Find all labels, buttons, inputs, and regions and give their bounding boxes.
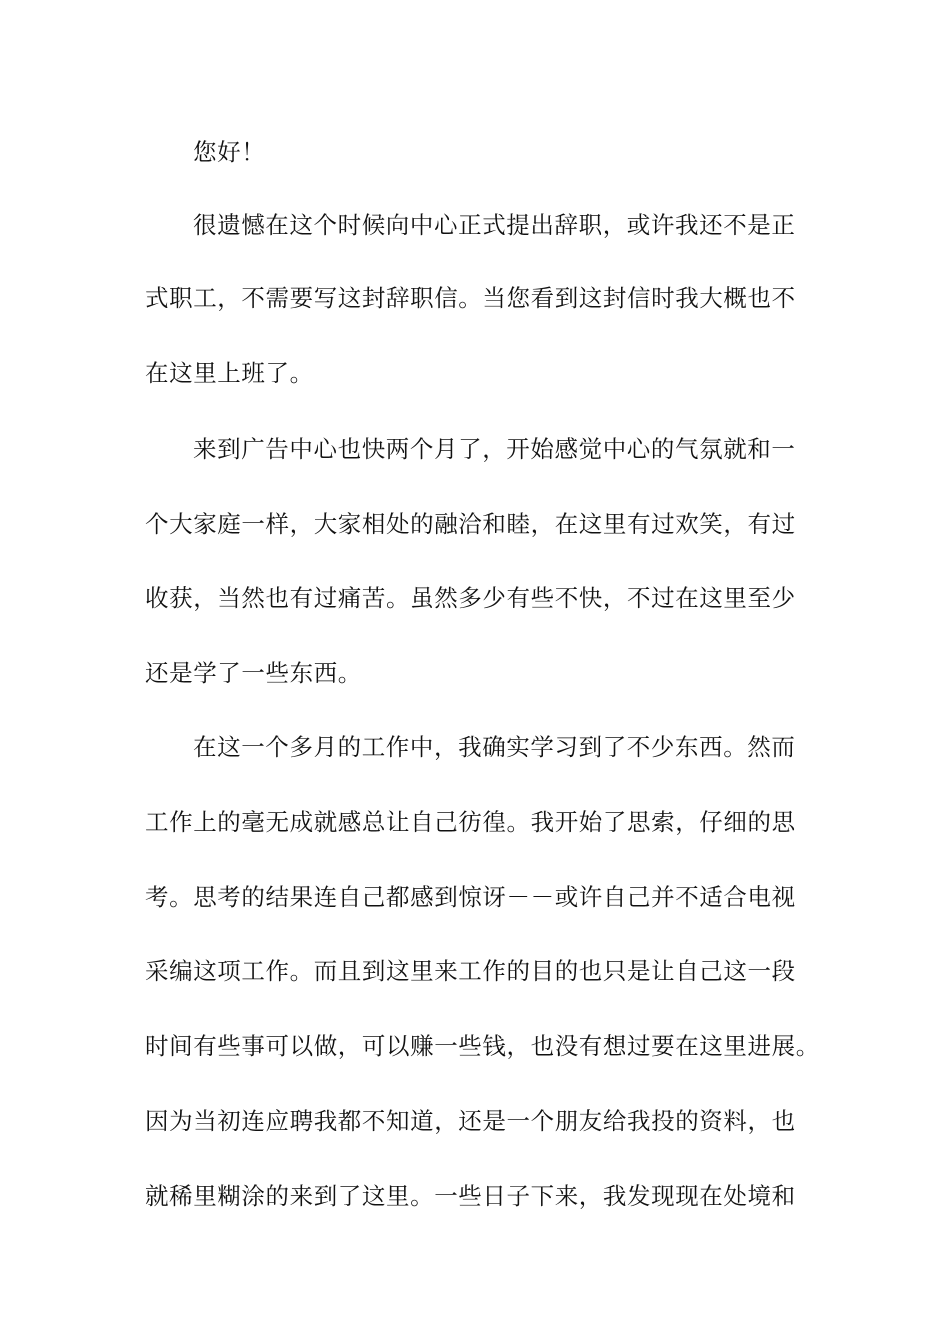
paragraph-line: 个大家庭一样，大家相处的融洽和睦，在这里有过欢笑，有过 <box>145 510 796 538</box>
paragraph-line: 在这里上班了。 <box>145 359 314 387</box>
greeting-line: 您好！ <box>193 138 266 166</box>
paragraph-line: 时间有些事可以做，可以赚一些钱，也没有想过要在这里进展。 <box>145 1032 820 1060</box>
paragraph-line: 因为当初连应聘我都不知道，还是一个朋友给我投的资料，也 <box>145 1107 796 1135</box>
paragraph-line: 考。思考的结果连自己都感到惊讶－－或许自己并不适合电视 <box>145 883 796 911</box>
paragraph-line: 收获，当然也有过痛苦。虽然多少有些不快，不过在这里至少 <box>145 584 796 612</box>
paragraph-line: 来到广告中心也快两个月了，开始感觉中心的气氛就和一 <box>193 435 796 463</box>
paragraph-line: 式职工，不需要写这封辞职信。当您看到这封信时我大概也不 <box>145 284 796 312</box>
paragraph-line: 很遗憾在这个时候向中心正式提出辞职，或许我还不是正 <box>193 211 796 239</box>
paragraph-line: 还是学了一些东西。 <box>145 659 362 687</box>
paragraph-line: 工作上的毫无成就感总让自己彷徨。我开始了思索，仔细的思 <box>145 808 796 836</box>
paragraph-line: 在这一个多月的工作中，我确实学习到了不少东西。然而 <box>193 733 796 761</box>
paragraph-line: 就稀里糊涂的来到了这里。一些日子下来，我发现现在处境和 <box>145 1182 796 1210</box>
paragraph-line: 采编这项工作。而且到这里来工作的目的也只是让自己这一段 <box>145 957 796 985</box>
